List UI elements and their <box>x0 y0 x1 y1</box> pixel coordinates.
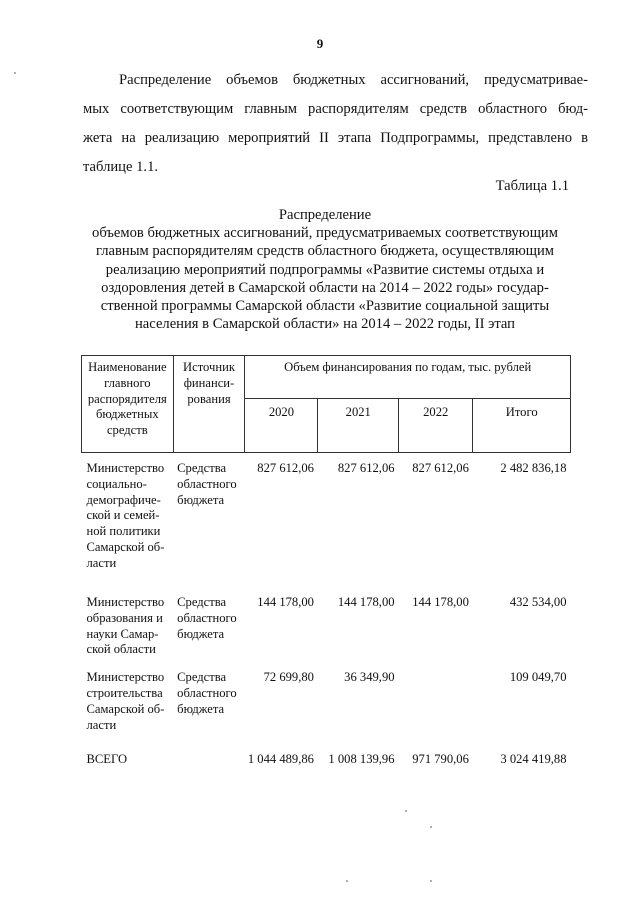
table-row <box>82 583 571 658</box>
cell-org: Министерство образования и науки Самар-ской области <box>86 595 165 657</box>
table-heading-line: главным распорядителям средств областного бюджета, осуществляющим <box>95 243 555 260</box>
scan-speck <box>430 826 432 828</box>
cell-total: 2 482 836,18 <box>500 461 567 475</box>
table-heading-line: ственной программы Самарской области «Развитие социальной защиты <box>100 298 550 315</box>
header-year-2021: 2021 <box>318 399 399 453</box>
table-heading <box>60 206 590 333</box>
table-row <box>82 658 571 748</box>
intro-line: таблице 1.1. <box>83 159 159 175</box>
header-total: Итого <box>473 399 571 453</box>
intro-line: мых соответствующим главным распорядителям средств областного бюд- <box>83 101 588 117</box>
cell-total-2021: 1 008 139,96 <box>328 752 395 767</box>
scan-speck <box>346 880 348 882</box>
table-heading-line: объемов бюджетных ассигнований, предусматриваемых соответствующим <box>92 225 558 242</box>
cell-2020: 144 178,00 <box>257 595 314 609</box>
cell-total: 109 049,70 <box>509 670 567 685</box>
table-heading-line: населения в Самарской области» на 2014 – 2022 годы, II этап <box>135 316 515 333</box>
cell-2020: 827 612,06 <box>257 461 314 475</box>
intro-paragraph <box>83 66 588 182</box>
cell-total-2022: 971 790,06 <box>412 752 469 767</box>
table-total-row <box>82 748 571 768</box>
header-year-2022: 2022 <box>399 399 473 453</box>
table-label: Таблица 1.1 <box>495 178 569 194</box>
cell-grand-total: 3 024 419,88 <box>500 752 567 767</box>
cell-2021: 144 178,00 <box>337 595 395 609</box>
page-number: 9 <box>316 36 324 51</box>
header-year-2020: 2020 <box>245 399 318 453</box>
header-source: Источник финанси-рования <box>173 356 245 453</box>
cell-2022 <box>399 658 473 748</box>
cell-source: Средства областного бюджета <box>177 461 237 507</box>
table-header-row <box>82 356 571 399</box>
cell-org: Министерство строительства Самарской об-ласти <box>86 670 165 732</box>
cell-source: Средства областного бюджета <box>177 595 237 641</box>
table-heading-title: Распределение <box>278 207 372 223</box>
cell-2022: 827 612,06 <box>412 461 469 475</box>
cell-total-label: ВСЕГО <box>86 752 128 767</box>
cell-2022: 144 178,00 <box>412 595 469 609</box>
scan-speck <box>14 72 16 74</box>
cell-2020: 72 699,80 <box>263 670 314 685</box>
scan-speck <box>430 880 432 882</box>
table-heading-line: оздоровления детей в Самарской области на 2014 – 2022 годы» государ- <box>101 279 549 296</box>
cell-total-2020: 1 044 489,86 <box>247 752 314 767</box>
intro-line: Распределение объемов бюджетных ассигнований, предусматривае- <box>119 72 588 88</box>
cell-org: Министерство социально-демографиче-ской и семей-ной политики Самарской об-ласти <box>86 461 165 570</box>
scan-speck <box>405 810 407 812</box>
table-row <box>82 453 571 584</box>
cell-source-empty <box>173 748 245 768</box>
intro-line: жета на реализацию мероприятий II этапа Подпрограммы, представлено в <box>83 130 588 146</box>
header-funding: Объем финансирования по годам, тыс. рублей <box>245 356 571 399</box>
cell-2021: 36 349,90 <box>344 670 395 685</box>
cell-total: 432 534,00 <box>509 595 567 609</box>
cell-2021: 827 612,06 <box>337 461 395 475</box>
cell-source: Средства областного бюджета <box>177 670 237 716</box>
table-heading-line: реализацию мероприятий подпрограммы «Развитие системы отдыха и <box>105 261 545 278</box>
header-org: Наименование главного распорядителя бюджетных средств <box>82 356 174 453</box>
budget-allocation-table <box>81 355 571 768</box>
